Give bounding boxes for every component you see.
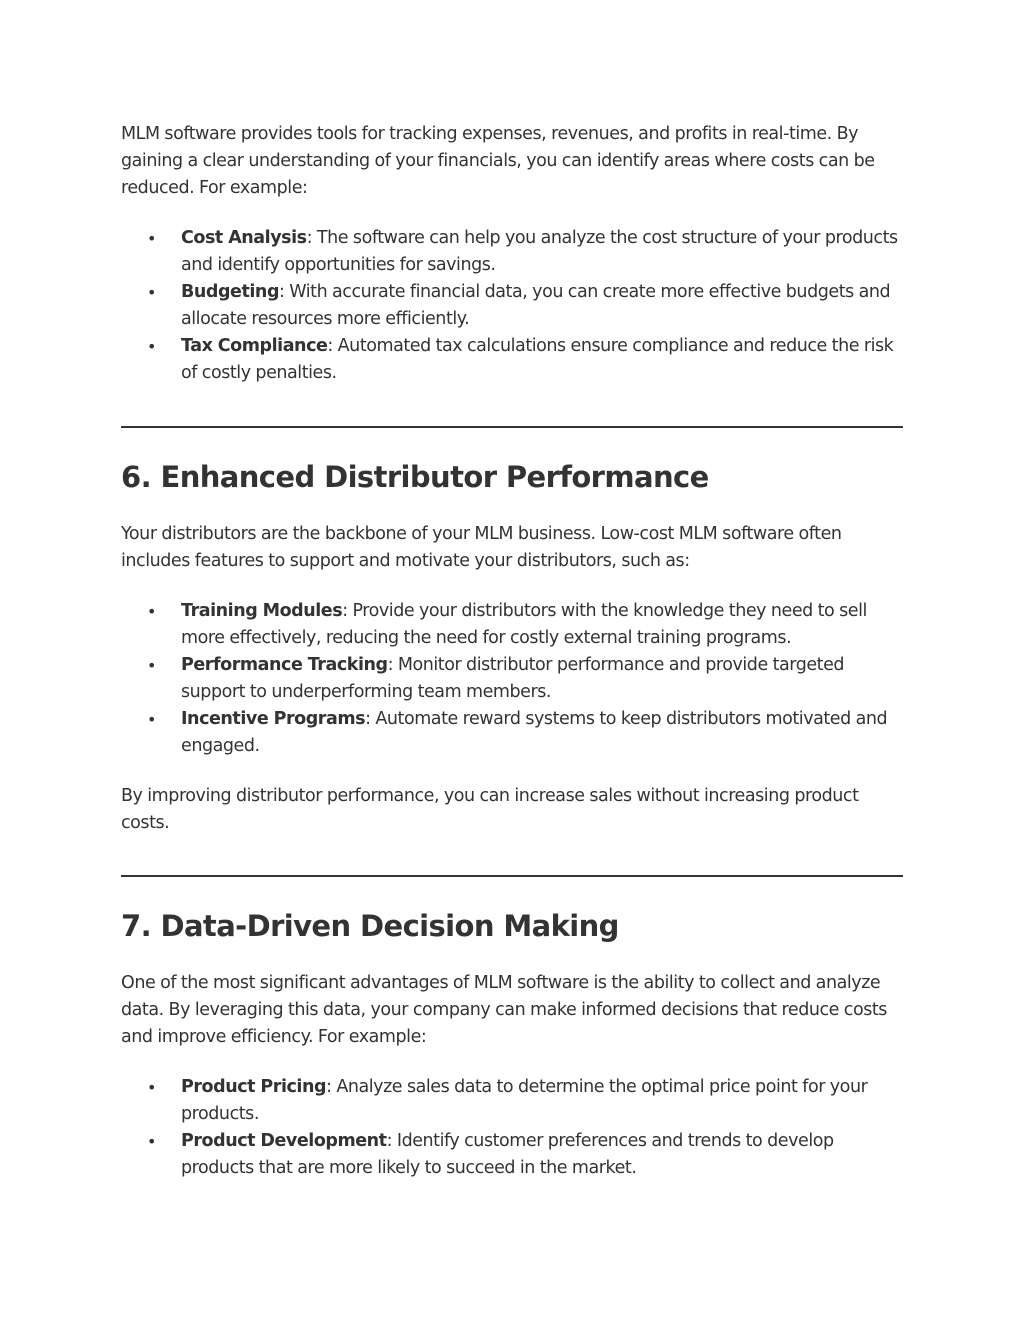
list-item-term: Cost Analysis	[181, 228, 307, 248]
list-item	[121, 225, 903, 279]
intro-paragraph: MLM software provides tools for tracking expenses, revenues, and profits in real-time. By gaining a clear understanding of your financials, you can identify areas where costs can be reduced. For example:	[121, 124, 875, 198]
list-item	[121, 333, 903, 387]
document-page	[121, 121, 903, 1182]
data-decisions-list	[121, 1074, 903, 1182]
section-divider	[121, 875, 903, 877]
list-item-term: Training Modules	[181, 601, 343, 621]
section-divider	[121, 426, 903, 428]
list-item	[121, 652, 903, 706]
list-item	[121, 1128, 903, 1182]
list-item	[121, 279, 903, 333]
list-item	[121, 1074, 903, 1128]
section-7-heading: 7. Data-Driven Decision Making	[121, 909, 619, 943]
financial-benefits-list	[121, 225, 903, 387]
list-item-term: Product Development	[181, 1131, 387, 1151]
distributor-features-list	[121, 598, 903, 760]
list-item-desc: : With accurate financial data, you can create more effective budgets and allocate resources more efficiently.	[181, 282, 891, 329]
list-item	[121, 598, 903, 652]
list-item-desc: : Identify customer preferences and trends to develop products that are more likely to succeed in the market.	[181, 1131, 834, 1178]
list-item-term: Budgeting	[181, 282, 280, 302]
list-item-term: Incentive Programs	[181, 709, 366, 729]
section-7-intro: One of the most significant advantages of MLM software is the ability to collect and analyze data. By leveraging this data, your company can make informed decisions that reduce costs and improve efficiency. For example:	[121, 973, 887, 1047]
section-6-closing: By improving distributor performance, you can increase sales without increasing product costs.	[121, 786, 859, 833]
list-item-desc: : Analyze sales data to determine the optimal price point for your products.	[181, 1077, 868, 1124]
list-item-term: Product Pricing	[181, 1077, 327, 1097]
section-6-heading: 6. Enhanced Distributor Performance	[121, 460, 709, 494]
section-6-intro: Your distributors are the backbone of your MLM business. Low-cost MLM software often includes features to support and motivate your distributors, such as:	[121, 524, 842, 571]
list-item-term: Performance Tracking	[181, 655, 388, 675]
list-item-desc: : The software can help you analyze the cost structure of your products and identify opportunities for savings.	[181, 228, 898, 275]
list-item-desc: : Automate reward systems to keep distributors motivated and engaged.	[181, 709, 888, 756]
list-item-desc: : Monitor distributor performance and provide targeted support to underperforming team members.	[181, 655, 845, 702]
list-item	[121, 706, 903, 760]
list-item-desc: : Automated tax calculations ensure compliance and reduce the risk of costly penalties.	[181, 336, 894, 383]
list-item-desc: : Provide your distributors with the knowledge they need to sell more effectively, reducing the need for costly external training programs.	[181, 601, 867, 648]
list-item-term: Tax Compliance	[181, 336, 328, 356]
